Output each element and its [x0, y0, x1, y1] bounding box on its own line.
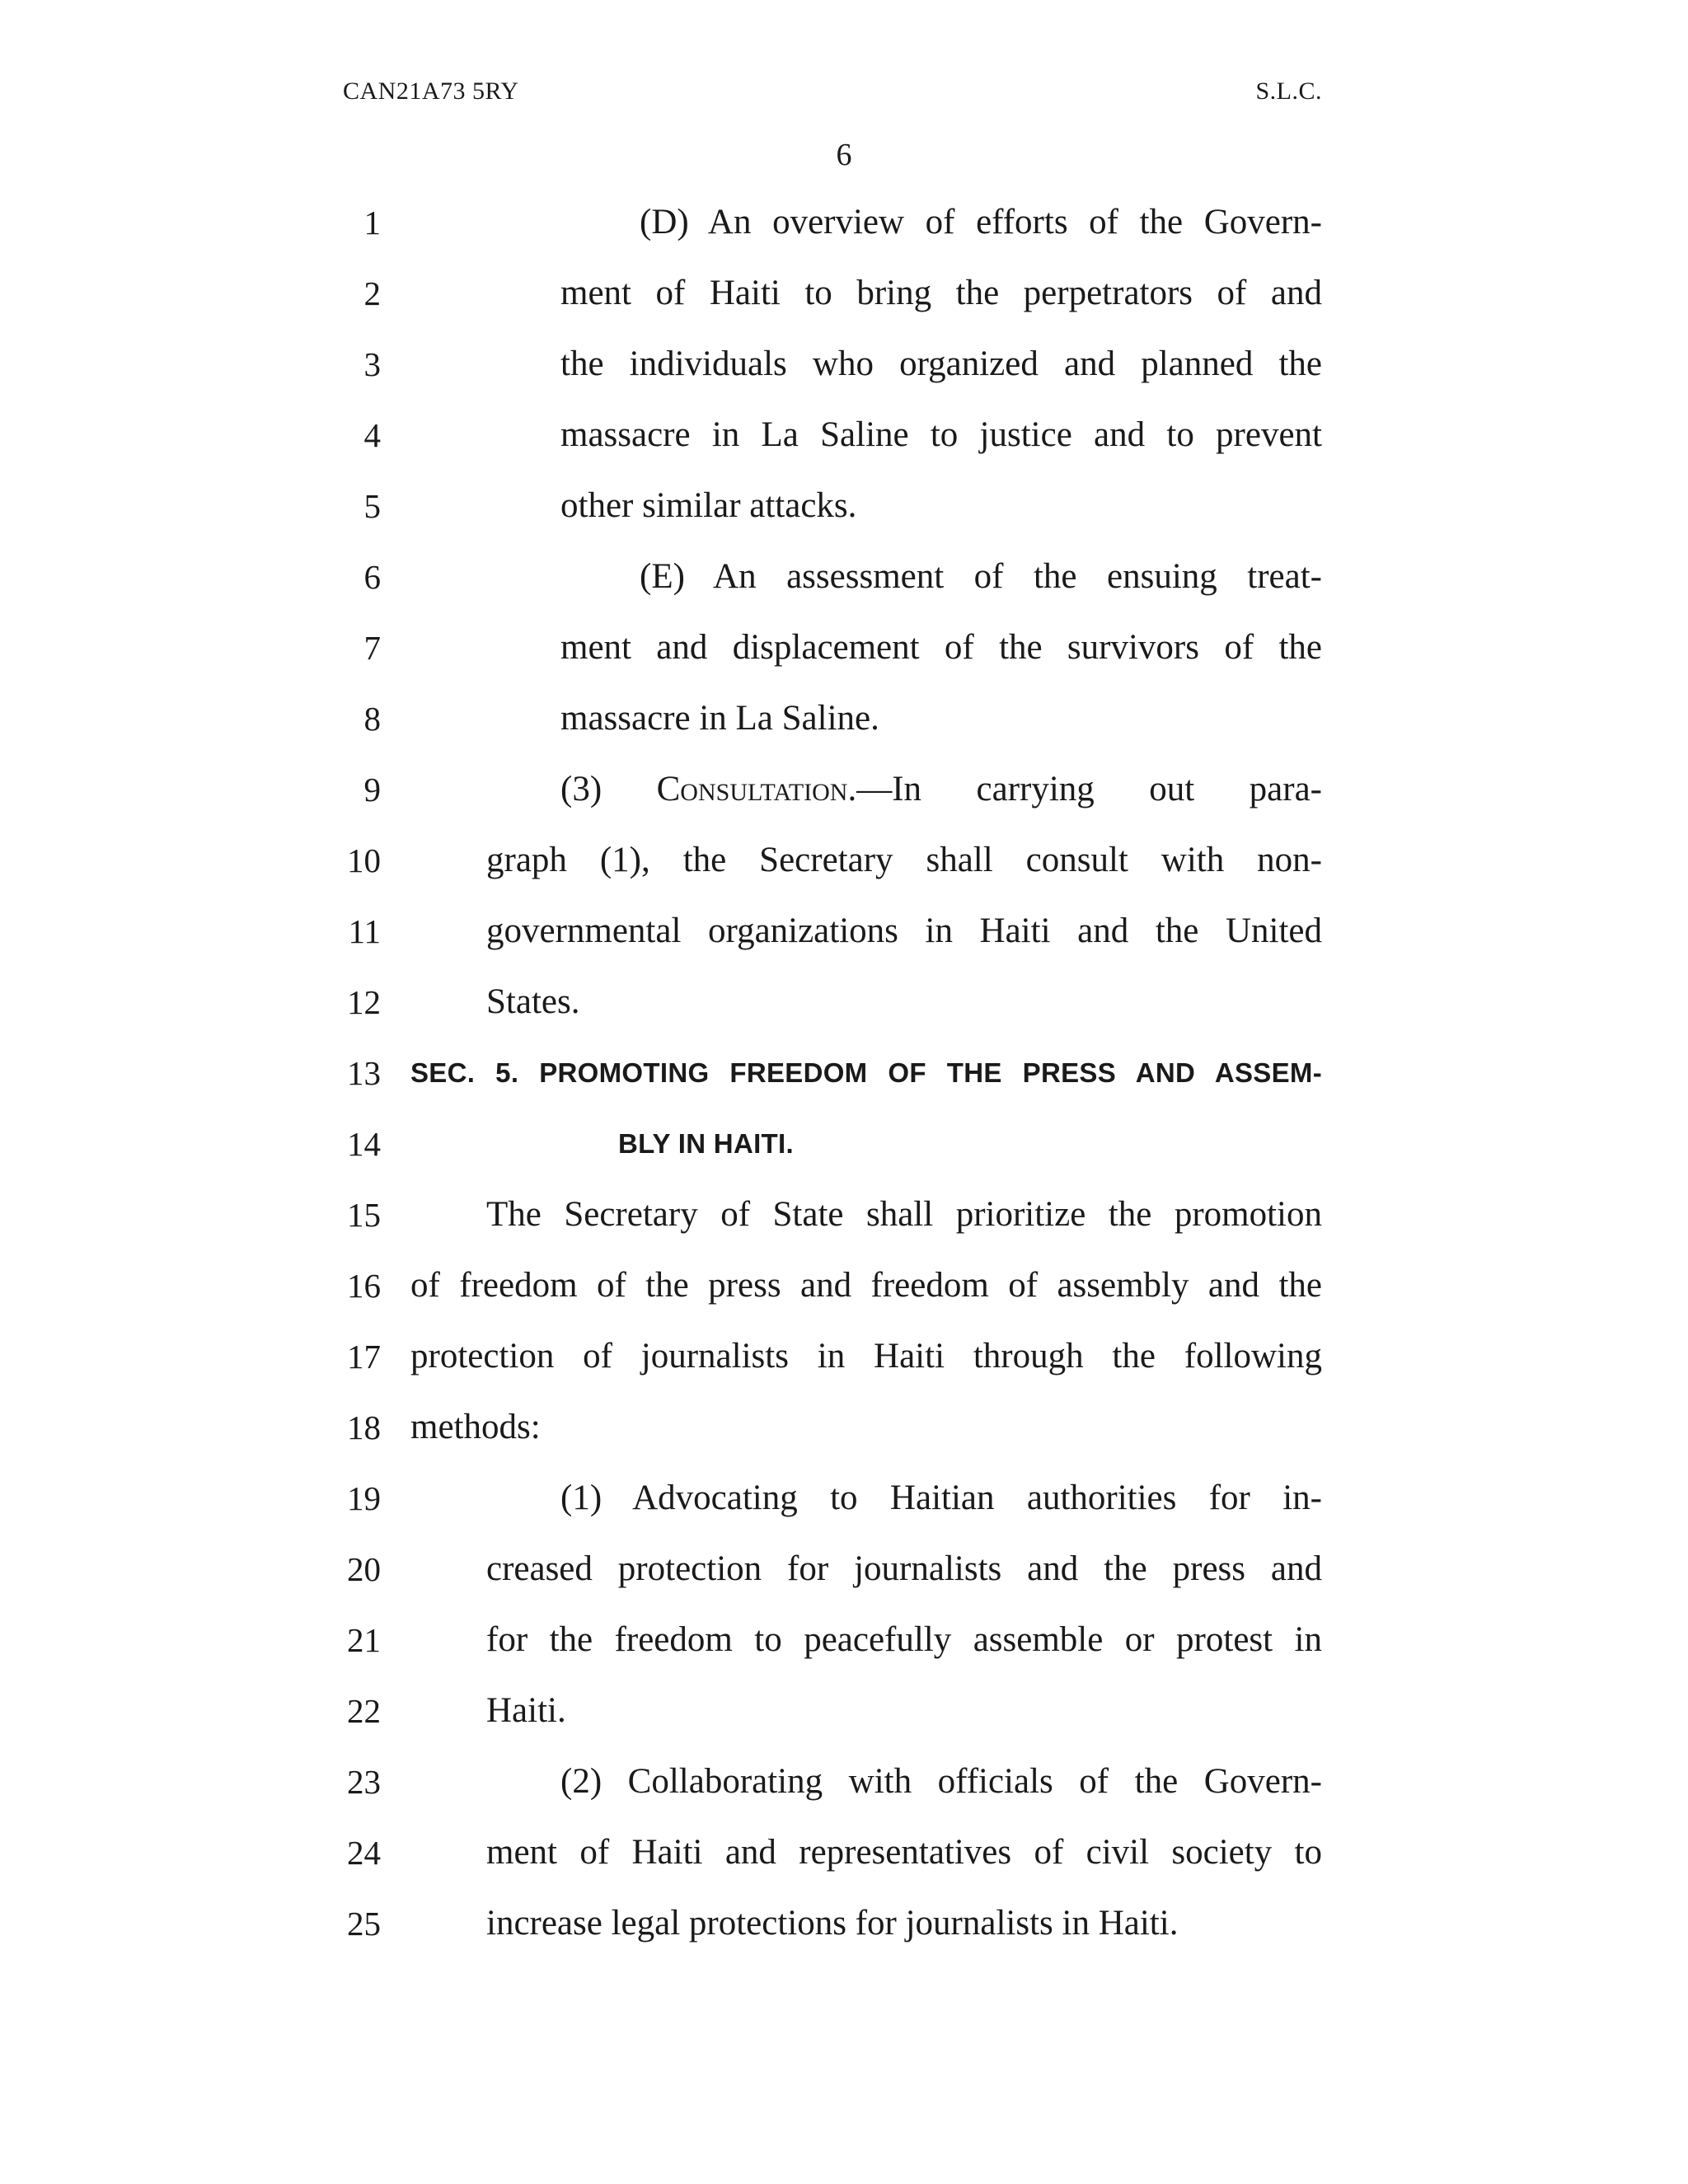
line-number: 9	[363, 771, 381, 808]
line-number: 15	[347, 1196, 381, 1234]
line-number: 14	[347, 1125, 381, 1163]
text-line	[0, 623, 1688, 673]
text-line	[0, 836, 1688, 885]
section-heading: SEC. 5. PROMOTING FREEDOM OF THE PRESS AND ASSEM-	[410, 1057, 1322, 1088]
line-text: for the freedom to peacefully assemble or protest in	[486, 1620, 1322, 1659]
text-line	[0, 1544, 1688, 1594]
line-number: 12	[347, 983, 381, 1021]
text-line	[0, 1261, 1688, 1310]
text-line	[0, 765, 1688, 814]
line-text: (1) Advocating to Haitian authorities for in-	[560, 1479, 1322, 1517]
line-text: methods:	[410, 1408, 541, 1446]
line-text: (3) Consultation.—In carrying out para-	[560, 770, 1322, 808]
line-text: massacre in La Saline to justice and to prevent	[560, 415, 1322, 454]
section-heading-line	[0, 1119, 1688, 1169]
text-line	[0, 1686, 1688, 1736]
text-line	[0, 1190, 1688, 1240]
text-line	[0, 1828, 1688, 1877]
text-line	[0, 1403, 1688, 1452]
line-text: creased protection for journalists and the press and	[486, 1549, 1322, 1588]
line-text: ment of Haiti and representatives of civil society to	[486, 1833, 1322, 1872]
line-text: protection of journalists in Haiti through the following	[410, 1337, 1322, 1376]
line-text: increase legal protections for journalists in Haiti.	[486, 1904, 1179, 1943]
line-text: other similar attacks.	[560, 486, 857, 525]
line-text: States.	[486, 982, 580, 1021]
line-text: the individuals who organized and planned the	[560, 344, 1322, 383]
section-heading: BLY IN HAITI.	[618, 1128, 794, 1159]
line-number: 11	[348, 912, 381, 950]
line-number: 24	[347, 1834, 381, 1872]
office-code: S.L.C.	[1255, 77, 1322, 105]
line-number: 3	[363, 345, 381, 383]
text-line	[0, 694, 1688, 743]
text-line	[0, 1757, 1688, 1807]
line-number: 18	[347, 1408, 381, 1446]
line-text: Haiti.	[486, 1691, 566, 1730]
line-text: of freedom of the press and freedom of assembly and the	[410, 1266, 1322, 1305]
text-line	[0, 977, 1688, 1027]
text-line	[0, 481, 1688, 531]
line-number: 4	[363, 416, 381, 454]
page-number: 6	[836, 138, 852, 172]
line-number: 17	[347, 1338, 381, 1376]
text-line	[0, 410, 1688, 460]
line-number: 19	[347, 1479, 381, 1517]
line-number: 13	[347, 1054, 381, 1092]
line-number: 7	[363, 629, 381, 667]
line-number: 6	[363, 558, 381, 596]
line-number: 20	[347, 1550, 381, 1588]
line-text: The Secretary of State shall prioritize the promotion	[486, 1195, 1322, 1234]
document-id: CAN21A73 5RY	[343, 77, 519, 105]
text-line	[0, 198, 1688, 247]
line-text: massacre in La Saline.	[560, 699, 879, 738]
section-heading-line	[0, 1048, 1688, 1098]
text-line	[0, 1615, 1688, 1665]
line-text: graph (1), the Secretary shall consult with non-	[486, 841, 1322, 879]
line-text: (2) Collaborating with officials of the Govern-	[560, 1762, 1322, 1801]
line-number: 2	[363, 274, 381, 312]
line-number: 21	[347, 1621, 381, 1659]
line-number: 8	[363, 700, 381, 738]
text-line	[0, 907, 1688, 956]
text-line	[0, 340, 1688, 389]
line-text: (E) An assessment of the ensuing treat-	[640, 557, 1322, 596]
line-text: ment and displacement of the survivors of the	[560, 628, 1322, 667]
paragraph-heading: Consultation	[656, 770, 848, 808]
line-number: 5	[363, 487, 381, 525]
line-number: 16	[347, 1267, 381, 1305]
line-number: 22	[347, 1692, 381, 1730]
line-number: 10	[347, 841, 381, 879]
text-line	[0, 552, 1688, 602]
line-number: 25	[347, 1905, 381, 1943]
text-line	[0, 1474, 1688, 1523]
line-text: ment of Haiti to bring the perpetrators of and	[560, 274, 1322, 312]
text-line	[0, 1899, 1688, 1948]
text-line	[0, 1332, 1688, 1381]
text-line	[0, 269, 1688, 318]
line-number: 1	[363, 204, 381, 241]
line-text: (D) An overview of efforts of the Govern-	[640, 203, 1322, 241]
line-number: 23	[347, 1763, 381, 1801]
line-text: governmental organizations in Haiti and the United	[486, 912, 1322, 950]
